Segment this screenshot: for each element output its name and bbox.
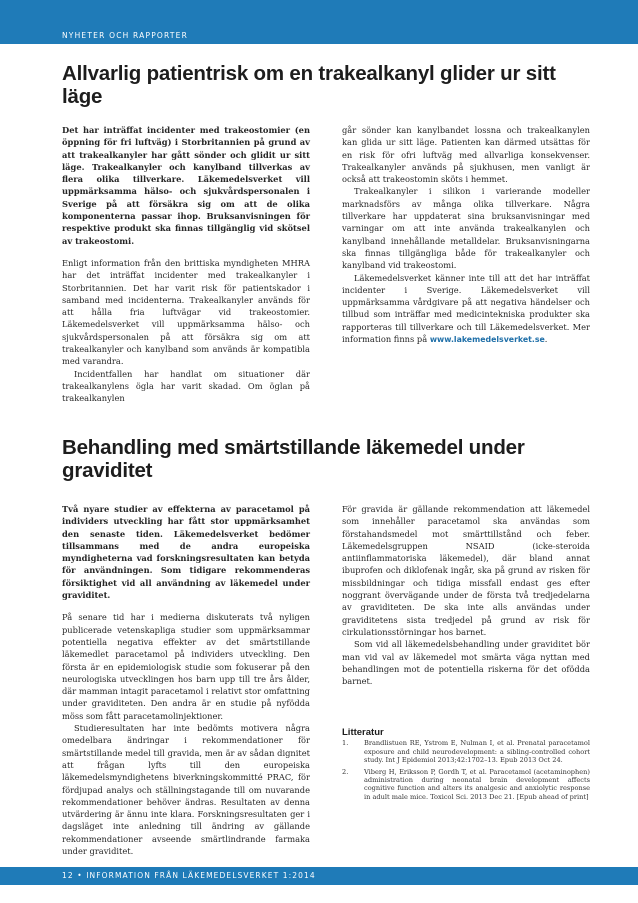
references-list — [342, 739, 590, 801]
article1-left-column — [62, 124, 310, 405]
article-title-tracheal-cannula: Allvarlig patientrisk om en trakealkanyl glider ur sitt läge — [62, 62, 556, 108]
article1-lead: Det har inträffat incidenter med trakeostomier (en öppning för fri luftväg) i Storbritannien på grund av att trakealkanyler har gått sönder och glidit ur sitt läge. Trakealkanyler och kanylband tillverkas av flera olika tillverkare. Läkemedelsverket vill uppmärksamma hälso- och sjukvårdspersonalen i Sverige på att försäkra sig om att de olika komponenterna passar ihop. Bruksanvisningen för respektive produkt ska finnas tillgänglig vid skötsel av trakeostomi. — [62, 125, 310, 246]
reference-text: Viberg H, Eriksson P, Gordh T, et al. Paracetamol (acetaminophen) administration during neonatal brain development affects cognitive function and alters its analgesic and anxiolytic response in adult male mice. Toxicol Sci. 2013 Dec 21. [Epub ahead of print] — [364, 767, 590, 801]
references-title: Litteratur — [342, 727, 384, 738]
references-section — [342, 727, 590, 804]
reference-number: 1. — [342, 739, 349, 748]
article2-paragraph: Som vid all läkemedelsbehandling under graviditet bör man vid val av läkemedel mot smärta väga nyttan med behandlingen mot de potentiella riskerna för det ofödda barnet. — [342, 639, 590, 687]
article1-paragraph: Enligt information från den brittiska myndigheten MHRA har det inträffat incidenter med trakealkanyler i Storbritannien. Det har varit risk för patientskador i samband med incidenterna. Trakealkanyler används för att hålla fria luftvägar vid trakeostomier. Läkemedelsverket vill uppmärksamma hälso- och sjukvårdspersonalen på att försäkra sig om att trakealkanyler och kanylband som används är kompatibla med varandra. — [62, 257, 310, 367]
article2-lead: Två nyare studier av effekterna av paracetamol på individers utveckling har fått stor uppmärksamhet den senaste tiden. Läkemedelsverket bedömer tillsammans med de andra europeiska myndigheterna vad forskningsresultaten kan betyda för användningen. Som tidigare rekommenderas försiktighet vid all användning av läkemedel under graviditet. — [62, 504, 310, 601]
reference-text: Brandlistuen RE, Ystrom E, Nulman I, et al. Prenatal paracetamol exposure and child neurodevelopment: a sibling-controlled cohort study. Int J Epidemiol 2013;42:1702–13. Epub 2013 Oct 24. — [364, 739, 590, 765]
article1-paragraph: går sönder kan kanylbandet lossna och trakealkanylen kan glida ur sitt läge. Patienten kan därmed utsättas för en risk för ofri luftväg med allvarliga konsekvenser. Trakealkanyler används på sjukhusen, men vanligt är också att trakeostomin sköts i hemmet. — [342, 125, 590, 185]
article-title-pain-relief-pregnancy: Behandling med smärtstillande läkemedel under graviditet — [62, 436, 525, 482]
section-header-bar — [0, 0, 638, 44]
article1-right-column — [342, 124, 590, 346]
footer-page-label: 12 • INFORMATION FRÅN LÄKEMEDELSVERKET 1:2014 — [62, 871, 316, 880]
article2-paragraph: På senare tid har i medierna diskuterats två nyligen publicerade vetenskapliga studier som uppmärksammar potentiella negativa effekter av det smärtstillande läkemedlet paracetamol på individers utveckling. Den första är en epidemiologisk studie som fokuserar på den neurologiska utvecklingen hos barn upp till tre års ålder, där mamman intagit paracetamol i relativt stor omfattning under graviditeten. Den andra är en studie på nyfödda möss som fått paracetamolinjektioner. — [62, 612, 310, 721]
section-label: NYHETER OCH RAPPORTER — [62, 31, 189, 40]
article2-right-column — [342, 503, 590, 687]
article1-paragraph: Incidentfallen har handlat om situationer där trakealkanylens ögla har varit skadad. Om öglan på trakealkanylen — [62, 368, 310, 404]
article1-paragraph-text: Läkemedelsverket känner inte till att det har inträffat incidenter i Sverige. Läkemedelsverket vill uppmärksamma vårdgivare på att negativa händelser och tillbud som inträffar med medicintekniska produkter ska rapporteras till tillverkare och till Läkemedelsverket. Mer information finns på — [342, 272, 590, 345]
reference-item — [342, 739, 590, 764]
article2-left-column — [62, 503, 310, 857]
reference-number: 2. — [342, 767, 349, 776]
article2-paragraph: Studieresultaten har inte bedömts motivera några omedelbara ändringar i rekommendationer för smärtstillande medel till gravida, men är av sådan dignitet att frågan lyfts till den europeiska läkemedelsmyndighetens biverkningskommitté PRAC, för fördjupad analys och ställningstagande till om nuvarande rekommendationer behöver ändras. Resultaten av denna utvärdering är ännu inte klara. Forskningsresultaten ger i dagsläget inte anledning till ändring av gällande rekommendationer avseende smärtlindrande farmaka under graviditet. — [62, 723, 310, 857]
lakemedelsverket-link[interactable]: www.lakemedelsverket.se — [429, 335, 545, 345]
reference-item — [342, 768, 590, 802]
article2-paragraph: För gravida är gällande rekommendation att läkemedel som innehåller paracetamol ska användas som förstahandsmedel mot smärttillstånd och feber. Läkemedelsgruppen NSAID (icke-steroida antiinflammatoriska läkemedel), där bland annat ibuprofen och diklofenak ingår, ska på grund av risken för missbildningar och tidiga missfall endast ges efter noggrant övervägande under de första två tredjedelarna av graviditeten. De ska inte alls användas under graviditetens sista tredjedel på grund av risk för cirkulationsstörningar hos barnet. — [342, 504, 590, 637]
footer-bar — [0, 867, 638, 885]
article1-paragraph: Trakealkanyler i silikon i varierande modeller marknadsförs av många olika tillverkare. Några tillverkare har uppdaterat sina bruksanvisningar med varningar om att inte använda trakealkanylen och kanylband innehållande metalldelar. Bruksanvisningarna ska finnas tillgängliga både för trakealkanyler och kanylband vid trakeostomi. — [342, 186, 590, 271]
article1-paragraph-with-link: Läkemedelsverket känner inte till att det har inträffat incidenter i Sverige. Läkemedelsverket vill uppmärksamma vårdgivare på att negativa händelser och tillbud som inträffar med medicintekniska produkter ska rapporteras till tillverkare och till Läkemedelsverket. Mer information finns på www.lakemedelsverket.se. — [342, 272, 590, 345]
